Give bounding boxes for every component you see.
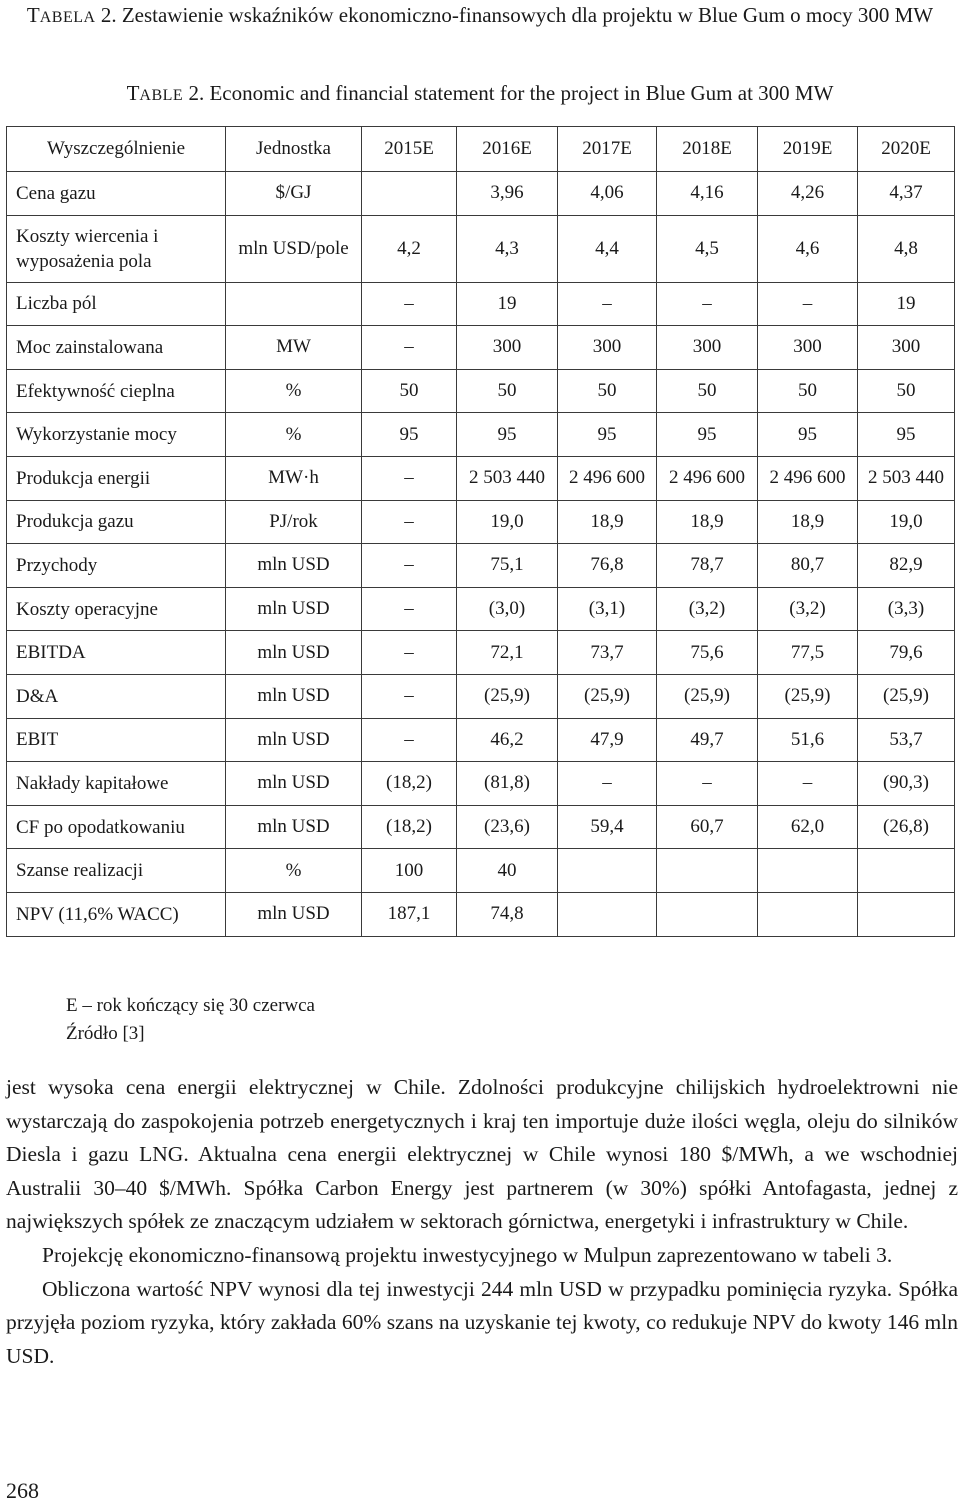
- row-label-cell: Moc zainstalowana: [7, 326, 226, 370]
- value-cell: 100: [362, 849, 457, 893]
- value-cell: –: [657, 762, 758, 806]
- table-row: [7, 805, 955, 849]
- value-cell: 3,96: [457, 172, 558, 216]
- page-number: 268: [6, 1478, 39, 1503]
- value-cell: 50: [457, 369, 558, 413]
- value-cell: –: [758, 762, 858, 806]
- value-cell: –: [558, 282, 657, 326]
- financial-statement-table: [6, 126, 955, 937]
- unit-cell: MW·h: [226, 456, 362, 500]
- value-cell: 4,4: [558, 215, 657, 282]
- value-cell: 18,9: [657, 500, 758, 544]
- value-cell: 300: [558, 326, 657, 370]
- value-cell: 62,0: [758, 805, 858, 849]
- row-label-cell: EBIT: [7, 718, 226, 762]
- value-cell: 2 503 440: [858, 456, 955, 500]
- value-cell: 95: [858, 413, 955, 457]
- value-cell: –: [362, 718, 457, 762]
- row-label-cell: Koszty operacyjne: [7, 587, 226, 631]
- header-cell: Jednostka: [226, 127, 362, 172]
- unit-cell: [226, 282, 362, 326]
- value-cell: 50: [362, 369, 457, 413]
- unit-cell: PJ/rok: [226, 500, 362, 544]
- value-cell: [758, 849, 858, 893]
- unit-cell: MW: [226, 326, 362, 370]
- value-cell: 4,6: [758, 215, 858, 282]
- value-cell: 95: [758, 413, 858, 457]
- value-cell: –: [558, 762, 657, 806]
- caption-pl-smallcaps: ABELA: [39, 9, 96, 26]
- table-row: [7, 500, 955, 544]
- value-cell: –: [362, 587, 457, 631]
- value-cell: 95: [457, 413, 558, 457]
- value-cell: 95: [558, 413, 657, 457]
- table-row: [7, 631, 955, 675]
- value-cell: [362, 172, 457, 216]
- unit-cell: mln USD: [226, 805, 362, 849]
- caption-en-smallcaps: ABLE: [139, 87, 184, 104]
- value-cell: 2 496 600: [758, 456, 858, 500]
- row-label-cell: Liczba pól: [7, 282, 226, 326]
- value-cell: (18,2): [362, 805, 457, 849]
- table-row: [7, 456, 955, 500]
- value-cell: –: [758, 282, 858, 326]
- value-cell: 4,3: [457, 215, 558, 282]
- value-cell: (90,3): [858, 762, 955, 806]
- value-cell: 40: [457, 849, 558, 893]
- value-cell: [657, 892, 758, 936]
- caption-pl-text: 2. Zestawienie wskaźników ekonomiczno-finansowych dla projektu w Blue Gum o mocy 300 MW: [95, 3, 934, 27]
- table-row: [7, 892, 955, 936]
- value-cell: [858, 892, 955, 936]
- header-cell: 2020E: [858, 127, 955, 172]
- value-cell: 73,7: [558, 631, 657, 675]
- value-cell: –: [362, 674, 457, 718]
- value-cell: –: [362, 456, 457, 500]
- value-cell: 95: [362, 413, 457, 457]
- value-cell: 4,16: [657, 172, 758, 216]
- unit-cell: mln USD: [226, 631, 362, 675]
- value-cell: 2 496 600: [657, 456, 758, 500]
- value-cell: [558, 849, 657, 893]
- value-cell: 49,7: [657, 718, 758, 762]
- value-cell: 74,8: [457, 892, 558, 936]
- value-cell: (25,9): [657, 674, 758, 718]
- value-cell: –: [362, 631, 457, 675]
- value-cell: (25,9): [858, 674, 955, 718]
- value-cell: 95: [657, 413, 758, 457]
- value-cell: 72,1: [457, 631, 558, 675]
- unit-cell: mln USD: [226, 718, 362, 762]
- value-cell: 19,0: [457, 500, 558, 544]
- value-cell: 76,8: [558, 544, 657, 588]
- unit-cell: %: [226, 849, 362, 893]
- value-cell: 2 503 440: [457, 456, 558, 500]
- value-cell: [657, 849, 758, 893]
- table-row: [7, 718, 955, 762]
- row-label-cell: EBITDA: [7, 631, 226, 675]
- unit-cell: mln USD: [226, 587, 362, 631]
- value-cell: –: [657, 282, 758, 326]
- header-cell: 2017E: [558, 127, 657, 172]
- header-cell: 2019E: [758, 127, 858, 172]
- value-cell: (23,6): [457, 805, 558, 849]
- header-cell: 2018E: [657, 127, 758, 172]
- value-cell: 187,1: [362, 892, 457, 936]
- row-label-cell: Produkcja gazu: [7, 500, 226, 544]
- value-cell: 82,9: [858, 544, 955, 588]
- table-row: [7, 849, 955, 893]
- table-row: [7, 674, 955, 718]
- value-cell: (25,9): [558, 674, 657, 718]
- value-cell: –: [362, 500, 457, 544]
- note-year-end: E – rok kończący się 30 czerwca: [66, 995, 315, 1016]
- value-cell: 18,9: [758, 500, 858, 544]
- value-cell: 59,4: [558, 805, 657, 849]
- table-row: [7, 215, 955, 282]
- row-label-cell: Przychody: [7, 544, 226, 588]
- unit-cell: mln USD: [226, 544, 362, 588]
- table-caption-english: [0, 78, 960, 111]
- value-cell: 50: [657, 369, 758, 413]
- value-cell: –: [362, 326, 457, 370]
- row-label-cell: D&A: [7, 674, 226, 718]
- value-cell: [558, 892, 657, 936]
- table-body: [7, 172, 955, 937]
- value-cell: (3,2): [657, 587, 758, 631]
- row-label-cell: CF po opodatkowaniu: [7, 805, 226, 849]
- unit-cell: mln USD/pole: [226, 215, 362, 282]
- value-cell: (3,0): [457, 587, 558, 631]
- value-cell: 4,8: [858, 215, 955, 282]
- value-cell: 46,2: [457, 718, 558, 762]
- value-cell: 4,5: [657, 215, 758, 282]
- row-label-cell: Produkcja energii: [7, 456, 226, 500]
- table-row: [7, 282, 955, 326]
- value-cell: (25,9): [457, 674, 558, 718]
- table-header-row: [7, 127, 955, 172]
- value-cell: 50: [758, 369, 858, 413]
- table-row: [7, 413, 955, 457]
- unit-cell: %: [226, 369, 362, 413]
- paragraph: Obliczona wartość NPV wynosi dla tej inwestycji 244 mln USD w przypadku pominięcia ryzyka. Spółka przyjęła poziom ryzyka, który zakłada 60% szans na uzyskanie tej kwoty, co redukuje NPV do kwoty 146 mln USD.: [6, 1276, 958, 1368]
- row-label-cell: NPV (11,6% WACC): [7, 892, 226, 936]
- value-cell: 75,1: [457, 544, 558, 588]
- row-label-cell: Nakłady kapitałowe: [7, 762, 226, 806]
- value-cell: –: [362, 282, 457, 326]
- value-cell: 300: [457, 326, 558, 370]
- value-cell: 79,6: [858, 631, 955, 675]
- unit-cell: mln USD: [226, 674, 362, 718]
- value-cell: 77,5: [758, 631, 858, 675]
- table-row: [7, 762, 955, 806]
- table-row: [7, 369, 955, 413]
- value-cell: 4,06: [558, 172, 657, 216]
- value-cell: 50: [558, 369, 657, 413]
- value-cell: (3,3): [858, 587, 955, 631]
- value-cell: 4,37: [858, 172, 955, 216]
- value-cell: [758, 892, 858, 936]
- value-cell: [858, 849, 955, 893]
- table-row: [7, 544, 955, 588]
- caption-pl-prefix: T: [26, 3, 40, 27]
- table-notes: [66, 992, 315, 1048]
- value-cell: 300: [858, 326, 955, 370]
- value-cell: 19,0: [858, 500, 955, 544]
- value-cell: (3,2): [758, 587, 858, 631]
- value-cell: 75,6: [657, 631, 758, 675]
- value-cell: 2 496 600: [558, 456, 657, 500]
- header-cell: Wyszczególnienie: [7, 127, 226, 172]
- table-row: [7, 172, 955, 216]
- table-row: [7, 326, 955, 370]
- value-cell: (81,8): [457, 762, 558, 806]
- header-cell: 2016E: [457, 127, 558, 172]
- value-cell: 19: [457, 282, 558, 326]
- value-cell: 19: [858, 282, 955, 326]
- caption-en-text: 2. Economic and financial statement for the project in Blue Gum at 300 MW: [183, 81, 834, 105]
- row-label-cell: Cena gazu: [7, 172, 226, 216]
- table-caption-polish: [0, 0, 960, 33]
- value-cell: 47,9: [558, 718, 657, 762]
- unit-cell: %: [226, 413, 362, 457]
- value-cell: 53,7: [858, 718, 955, 762]
- caption-en-prefix: T: [126, 81, 140, 105]
- paragraph: Projekcję ekonomiczno-finansową projektu inwestycyjnego w Mulpun zaprezentowano w tabeli 3.: [42, 1242, 893, 1267]
- value-cell: (26,8): [858, 805, 955, 849]
- value-cell: 80,7: [758, 544, 858, 588]
- unit-cell: mln USD: [226, 762, 362, 806]
- value-cell: (25,9): [758, 674, 858, 718]
- value-cell: 300: [758, 326, 858, 370]
- value-cell: 50: [858, 369, 955, 413]
- value-cell: (18,2): [362, 762, 457, 806]
- row-label-cell: Efektywność cieplna: [7, 369, 226, 413]
- value-cell: 4,2: [362, 215, 457, 282]
- row-label-cell: Wykorzystanie mocy: [7, 413, 226, 457]
- value-cell: 60,7: [657, 805, 758, 849]
- value-cell: 78,7: [657, 544, 758, 588]
- unit-cell: $/GJ: [226, 172, 362, 216]
- row-label-cell: Szanse realizacji: [7, 849, 226, 893]
- header-cell: 2015E: [362, 127, 457, 172]
- value-cell: 18,9: [558, 500, 657, 544]
- value-cell: 4,26: [758, 172, 858, 216]
- value-cell: 300: [657, 326, 758, 370]
- article-body: [6, 1071, 958, 1373]
- paragraph: jest wysoka cena energii elektrycznej w Chile. Zdolności produkcyjne chilijskich hydroelektrowni nie wystarczają do zaspokojenia potrzeb energetycznych i kraj ten importuje duże ilości węgla, oleju do silników Diesla i gazu LNG. Aktualna cena energii elektrycznej w Chile wynosi 180 $/MWh, a we wschodniej Australii 30–40 $/MWh. Spółka Carbon Energy jest partnerem (w 30%) spółki Antofagasta, jednej z największych spółek ze znaczącym udziałem w sektorach górnictwa, energetyki i infrastruktury w Chile.: [6, 1075, 958, 1234]
- value-cell: (3,1): [558, 587, 657, 631]
- note-source: Źródło [3]: [66, 1023, 145, 1044]
- value-cell: 51,6: [758, 718, 858, 762]
- value-cell: –: [362, 544, 457, 588]
- unit-cell: mln USD: [226, 892, 362, 936]
- table-row: [7, 587, 955, 631]
- row-label-cell: Koszty wiercenia i wyposażenia pola: [7, 215, 226, 282]
